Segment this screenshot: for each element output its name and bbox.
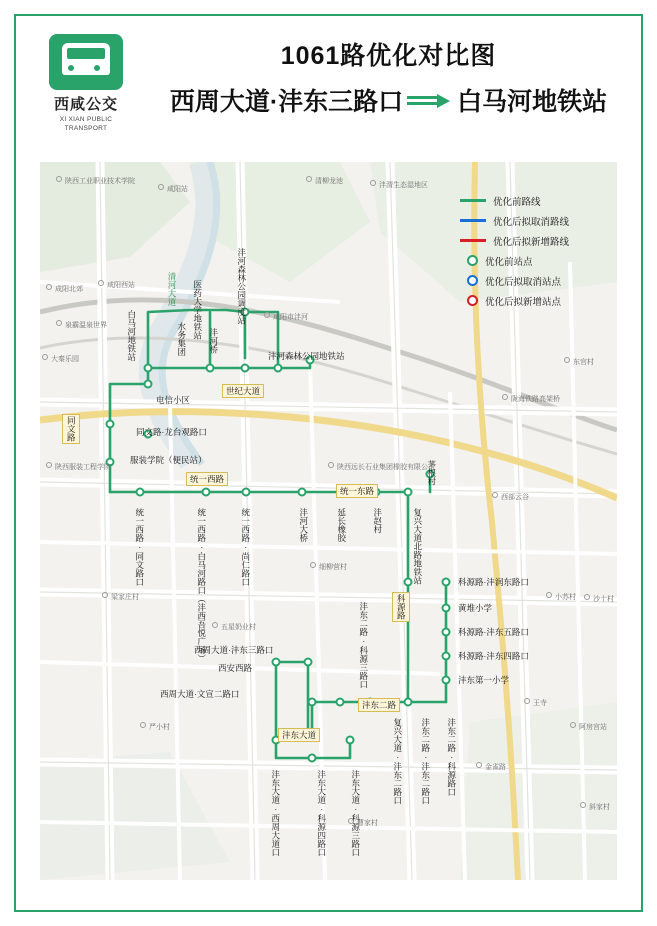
legend-label: 优化前路线: [493, 196, 541, 208]
stop-label: 统一西路·尚仁路口: [240, 508, 251, 586]
poi-label: 咸阳市沣河: [264, 312, 308, 322]
title-block: [146, 36, 631, 118]
brand-name-en-line2: TRANSPORT: [64, 124, 108, 132]
legend-dot-swatch: [467, 275, 478, 286]
road-tag: 同文路: [62, 414, 80, 444]
route-stop[interactable]: [304, 658, 313, 667]
legend-label: 优化后拟新增站点: [485, 296, 562, 308]
legend-label: 优化前站点: [485, 256, 533, 268]
route-stop[interactable]: [242, 488, 251, 497]
brand-name-en-line1: XI XIAN PUBLIC: [59, 116, 113, 123]
route-stop[interactable]: [144, 380, 153, 389]
stop-label: 电信小区: [156, 395, 191, 405]
route-stop[interactable]: [136, 488, 145, 497]
stop-label: 沣河大桥: [298, 508, 309, 542]
route-stop[interactable]: [308, 754, 317, 763]
poi-label: 陇海铁路高架桥: [502, 394, 560, 404]
route-origin: 西周大道·沣东三路口: [169, 88, 404, 116]
route-stop[interactable]: [206, 364, 215, 373]
road-tag: 世纪大道: [222, 384, 264, 398]
poi-label: 清柳龙池: [306, 176, 343, 186]
poi-label: 咸阳站: [158, 184, 188, 194]
route-stop[interactable]: [272, 658, 281, 667]
stop-label: 白马河地铁站: [126, 310, 137, 361]
poi-label: 咸阳西站: [98, 280, 135, 290]
poi-label: 细柳营村: [310, 562, 347, 572]
poi-label: 王寺: [524, 698, 547, 708]
legend-line-swatch: [460, 199, 486, 202]
stop-label: 复兴大道北路地铁站: [412, 508, 423, 585]
route-stop[interactable]: [404, 698, 413, 707]
poi-label: 五星奶业村: [212, 622, 256, 632]
stop-label: 水务集团: [176, 322, 187, 356]
legend-label: 优化后拟新增路线: [493, 236, 570, 248]
road-tag: 统一西路: [186, 472, 228, 486]
route-stop[interactable]: [106, 420, 115, 429]
poi-label: 梁家庄村: [102, 592, 139, 602]
stop-label: 沣东大道·科源四路口: [316, 770, 327, 857]
route-stop[interactable]: [308, 698, 317, 707]
brand-name-cn: 西咸公交: [53, 96, 118, 113]
stop-label: 统一西路·同文路口: [134, 508, 145, 586]
route-stop[interactable]: [442, 652, 451, 661]
stop-label: 西安西路: [218, 663, 253, 673]
stop-label: 延长橡胶: [336, 508, 347, 542]
road-tag: 沣东大道: [278, 728, 320, 742]
poi-label: 沙十村: [584, 594, 614, 604]
road-tag: 统一东路: [336, 484, 378, 498]
route-stop[interactable]: [336, 698, 345, 707]
route-stop[interactable]: [144, 364, 153, 373]
legend-line-swatch: [460, 219, 486, 222]
stop-label: 沣东二路·科源三路口: [358, 602, 369, 689]
poi-label: 严小村: [140, 722, 170, 732]
stop-label: 沣东第一小学: [458, 675, 510, 685]
stop-label: 沣东二路·科源路口: [446, 718, 457, 796]
route-stop[interactable]: [442, 628, 451, 637]
route-stop[interactable]: [404, 488, 413, 497]
stop-label: 服装学院（便民站）: [130, 455, 207, 465]
stop-label: 科源路·沣润东路口: [458, 577, 529, 587]
legend-line-swatch: [460, 239, 486, 242]
poi-label: 陕西服装工程学院: [46, 462, 111, 472]
stop-label: 西周大道·文宣二路口: [160, 689, 240, 699]
legend-item: [460, 192, 610, 209]
poi-label: 阿房宫站: [570, 722, 607, 732]
route-stop[interactable]: [346, 736, 355, 745]
poi-label: 东官村: [564, 357, 594, 367]
legend-label: 优化后拟取消站点: [485, 276, 562, 288]
stop-label: 科源路·沣东四路口: [458, 651, 529, 661]
poi-label: 成阳北郊: [46, 284, 83, 294]
stop-label: 科源路·沣东五路口: [458, 627, 529, 637]
stop-label: 医药大学地铁站: [192, 280, 203, 340]
legend-dot-swatch: [467, 295, 478, 306]
stop-label: 沣东二路·沣东二路口: [420, 718, 431, 805]
route-stop[interactable]: [202, 488, 211, 497]
stop-label: 西周大道·沣东三路口: [194, 645, 274, 655]
stop-label: 沣赵村: [372, 508, 383, 534]
poi-label: 西部云谷: [492, 492, 529, 502]
poi-label: 陕西远长石业集团橡胶有限公司: [328, 462, 435, 472]
route-stop[interactable]: [442, 578, 451, 587]
stop-label: 沣河森林公园调度站: [236, 248, 247, 325]
legend-label: 优化后拟取消路线: [493, 216, 570, 228]
stop-label: 沣河森林公园地铁站: [268, 351, 345, 361]
poi-label: 沣渭生态湿地区: [370, 180, 428, 190]
poi-label: 小苏村: [546, 592, 576, 602]
poi-label: 金雀路: [476, 762, 506, 772]
route-stop[interactable]: [274, 364, 283, 373]
bus-icon: [49, 34, 123, 90]
route-stop[interactable]: [298, 488, 307, 497]
poi-label: 斜家村: [580, 802, 610, 812]
stop-label: 沣河桥: [208, 328, 219, 354]
stop-label: 黄堆小学: [458, 603, 493, 613]
legend-item: [460, 292, 610, 309]
map-legend: [460, 192, 610, 312]
stop-label: 茅根村: [426, 460, 437, 486]
route-stop[interactable]: [442, 676, 451, 685]
legend-item: [460, 272, 610, 289]
road-tag: 沣东二路: [358, 698, 400, 712]
stop-label: 统一西路·白马河路口（沣西吾悦广场）: [196, 508, 207, 663]
route-stop[interactable]: [241, 364, 250, 373]
brand-name-en: [36, 116, 136, 134]
stop-label: 复兴大道·沣东二路口: [392, 718, 403, 805]
poi-label: 大秦乐园: [42, 354, 79, 364]
stop-label: 同文路·龙台观路口: [136, 427, 207, 437]
poi-label: 泉霸温泉世界: [56, 320, 107, 330]
route-destination: 白马河地铁站: [457, 88, 608, 116]
route-arrow-icon: [407, 91, 453, 109]
route-map[interactable]: [40, 162, 617, 880]
legend-dot-swatch: [467, 255, 478, 266]
brand-logo: [36, 34, 136, 134]
stop-label: 沣东大道·西周大道口: [270, 770, 281, 857]
route-stop[interactable]: [442, 604, 451, 613]
poi-label: 曹家村: [348, 818, 378, 828]
poster-header: [26, 26, 631, 136]
page-title: 1061路优化对比图: [280, 42, 497, 70]
road-tag: 科源路: [392, 592, 410, 622]
legend-item: [460, 232, 610, 249]
legend-item: [460, 252, 610, 269]
route-endpoints: [146, 82, 631, 118]
legend-item: [460, 212, 610, 229]
poi-label: 陕西工业职业技术学院: [56, 176, 135, 186]
stop-label: 沣东大道·科源三路口: [350, 770, 361, 857]
poi-label: 清河大道: [167, 272, 177, 306]
